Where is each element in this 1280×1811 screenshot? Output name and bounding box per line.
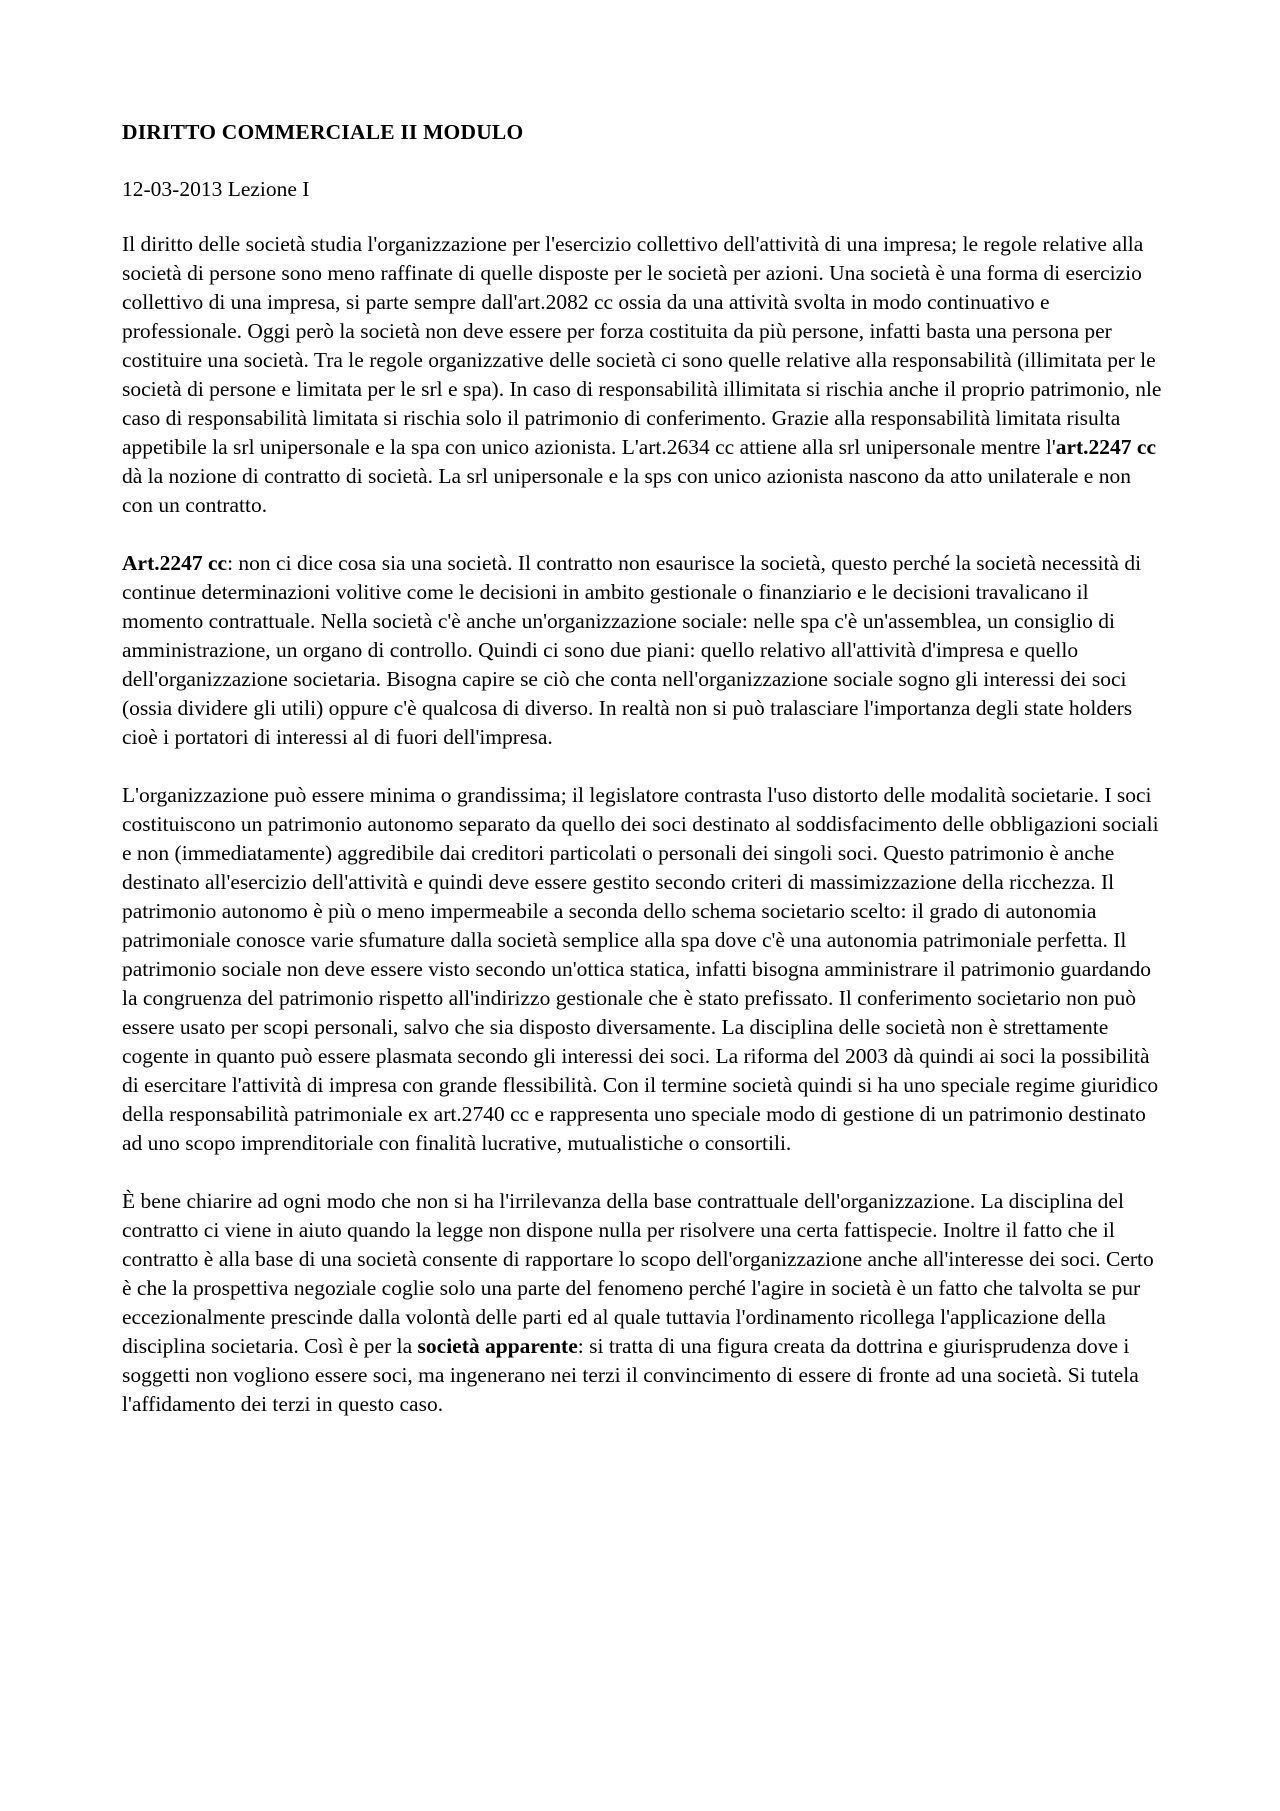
paragraph-1-bold: art.2247 cc (1055, 435, 1156, 459)
paragraph-4-text-a: È bene chiarire ad ogni modo che non si ha l'irrilevanza della base contrattuale dell'organizzazione. La disciplina del contratto ci viene in aiuto quando la legge non dispone nulla per risolvere una certa fattispecie. Inoltre il fatto che il contratto è alla base di una società consente di rapportare lo scopo dell'organizzazione anche all'interesse dei soci. Certo è che la prospettiva negoziale coglie solo una parte del fenomeno perché l'agire in società è un fatto che talvolta se pur eccezionalmente prescinde dalla volontà delle parti ed al quale tuttavia l'ordinamento ricollega l'applicazione della disciplina societaria. Così è per la (122, 1189, 1154, 1358)
paragraph-4 (122, 1187, 1162, 1419)
paragraph-3 (122, 781, 1162, 1158)
lesson-date: 12-03-2013 Lezione I (122, 177, 310, 201)
paragraph-2 (122, 549, 1162, 752)
paragraph-1-text-b: dà la nozione di contratto di società. La srl unipersonale e la sps con unico azionista nascono da atto unilaterale e non con un contratto. (122, 464, 1131, 517)
paragraph-4-bold: società apparente (417, 1334, 578, 1358)
paragraph-4-text-b: : si tratta di una figura creata da dottrina e giurisprudenza dove i soggetti non vogliono essere soci, ma ingenerano nei terzi il convincimento di essere di fronte ad una società. Si tutela l'affidamento dei terzi in questo caso. (122, 1334, 1139, 1416)
paragraph-1-text-a: Il diritto delle società studia l'organizzazione per l'esercizio collettivo dell'attività di una impresa; le regole relative alla società di persone sono meno raffinate di quelle disposte per le società per azioni. Una società è una forma di esercizio collettivo di una impresa, si parte sempre dall'art.2082 cc ossia da una attività svolta in modo continuativo e professionale. Oggi però la società non deve essere per forza costituita da più persone, infatti basta una persona per costituire una società. Tra le regole organizzative delle società ci sono quelle relative alla responsabilità (illimitata per le società di persone e limitata per le srl e spa). In caso di responsabilità illimitata si rischia anche il proprio patrimonio, nle caso di responsabilità limitata si rischia solo il patrimonio di conferimento. Grazie alla responsabilità limitata risulta appetibile la srl unipersonale e la spa con unico azionista. L'art.2634 cc attiene alla srl unipersonale mentre l' (122, 232, 1162, 459)
paragraph-1 (122, 230, 1162, 520)
paragraph-2-bold: Art.2247 cc (122, 551, 228, 575)
paragraph-3-text: L'organizzazione può essere minima o grandissima; il legislatore contrasta l'uso distorto delle modalità societarie. I soci costituiscono un patrimonio autonomo separato da quello dei soci destinato al soddisfacimento delle obbligazioni sociali e non (immediatamente) aggredibile dai creditori particolati o personali dei singoli soci. Questo patrimonio è anche destinato all'esercizio dell'attività e quindi deve essere gestito secondo criteri di massimizzazione della ricchezza. Il patrimonio autonomo è più o meno impermeabile a seconda dello schema societario scelto: il grado di autonomia patrimoniale conosce varie sfumature dalla società semplice alla spa dove c'è una autonomia patrimoniale perfetta. Il patrimonio sociale non deve essere visto secondo un'ottica statica, infatti bisogna amministrare il patrimonio guardando la congruenza del patrimonio rispetto all'indirizzo gestionale che è stato prefissato. Il conferimento societario non può essere usato per scopi personali, salvo che sia disposto diversamente. La disciplina delle società non è strettamente cogente in quanto può essere plasmata secondo gli interessi dei soci. La riforma del 2003 dà quindi ai soci la possibilità di esercitare l'attività di impresa con grande flessibilità. Con il termine società quindi si ha uno speciale regime giuridico della responsabilità patrimoniale ex art.2740 cc e rappresenta uno speciale modo di gestione di un patrimonio destinato ad uno scopo imprenditoriale con finalità lucrative, mutualistiche o consortili. (122, 783, 1159, 1155)
paragraph-2-text: : non ci dice cosa sia una società. Il contratto non esaurisce la società, questo perché la società necessità di continue determinazioni volitive come le decisioni in ambito gestionale o finanziario e le decisioni travalicano il momento contrattuale. Nella società c'è anche un'organizzazione sociale: nelle spa c'è un'assemblea, un consiglio di amministrazione, un organo di controllo. Quindi ci sono due piani: quello relativo all'attività d'impresa e quello dell'organizzazione societaria. Bisogna capire se ciò che conta nell'organizzazione sociale sogno gli interessi dei soci (ossia dividere gli utili) oppure c'è qualcosa di diverso. In realtà non si può tralasciare l'importanza degli state holders cioè i portatori di interessi al di fuori dell'impresa. (122, 551, 1142, 749)
document-page (122, 118, 1162, 1448)
document-title: DIRITTO COMMERCIALE II MODULO (122, 120, 524, 144)
